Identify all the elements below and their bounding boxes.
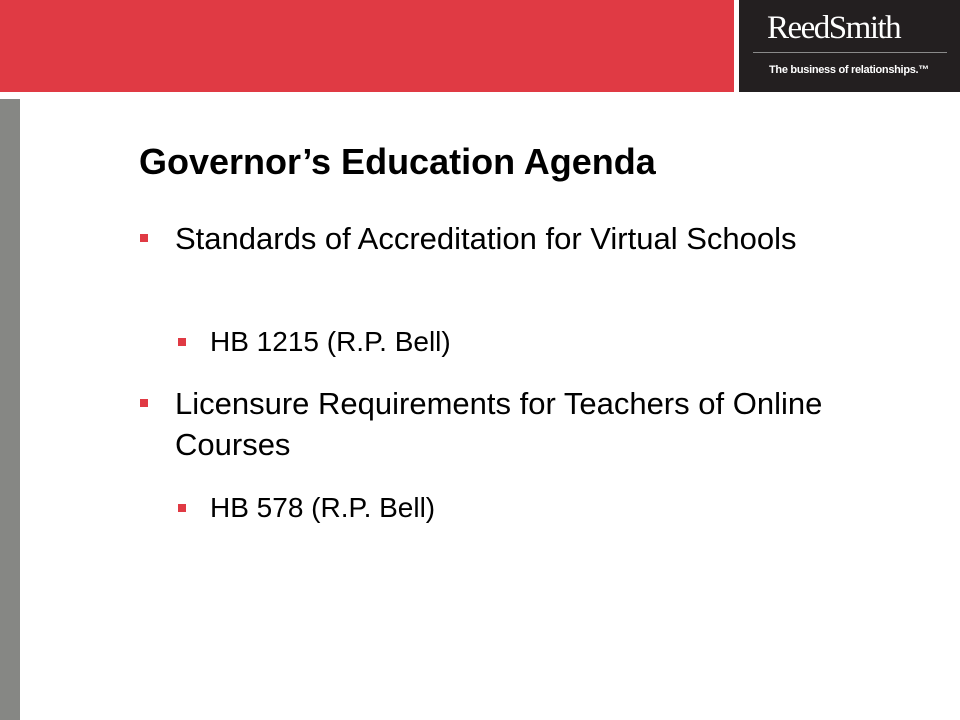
bullet-item <box>140 383 860 465</box>
top-accent-bar <box>0 0 734 92</box>
sub-bullet-item <box>176 321 856 362</box>
sub-bullet-text: HB 1215 (R.P. Bell) <box>210 326 451 357</box>
company-logo <box>739 0 960 92</box>
sub-bullet-text: HB 578 (R.P. Bell) <box>210 492 436 523</box>
logo-divider <box>753 52 947 53</box>
bullet-text: Licensure Requirements for Teachers of Online Courses <box>175 386 823 462</box>
square-bullet-icon <box>140 234 148 242</box>
slide-title: Governor’s Education Agenda <box>139 141 656 182</box>
sub-bullet-item <box>176 487 856 528</box>
square-bullet-icon <box>140 399 148 407</box>
bullet-text: Standards of Accreditation for Virtual Schools <box>175 221 797 256</box>
bullet-item <box>140 218 860 259</box>
square-bullet-icon <box>178 504 186 512</box>
logo-wordmark: ReedSmith <box>767 10 901 46</box>
logo-tagline: The business of relationships.™ <box>769 64 930 76</box>
square-bullet-icon <box>178 338 186 346</box>
side-accent-bar <box>0 99 20 720</box>
